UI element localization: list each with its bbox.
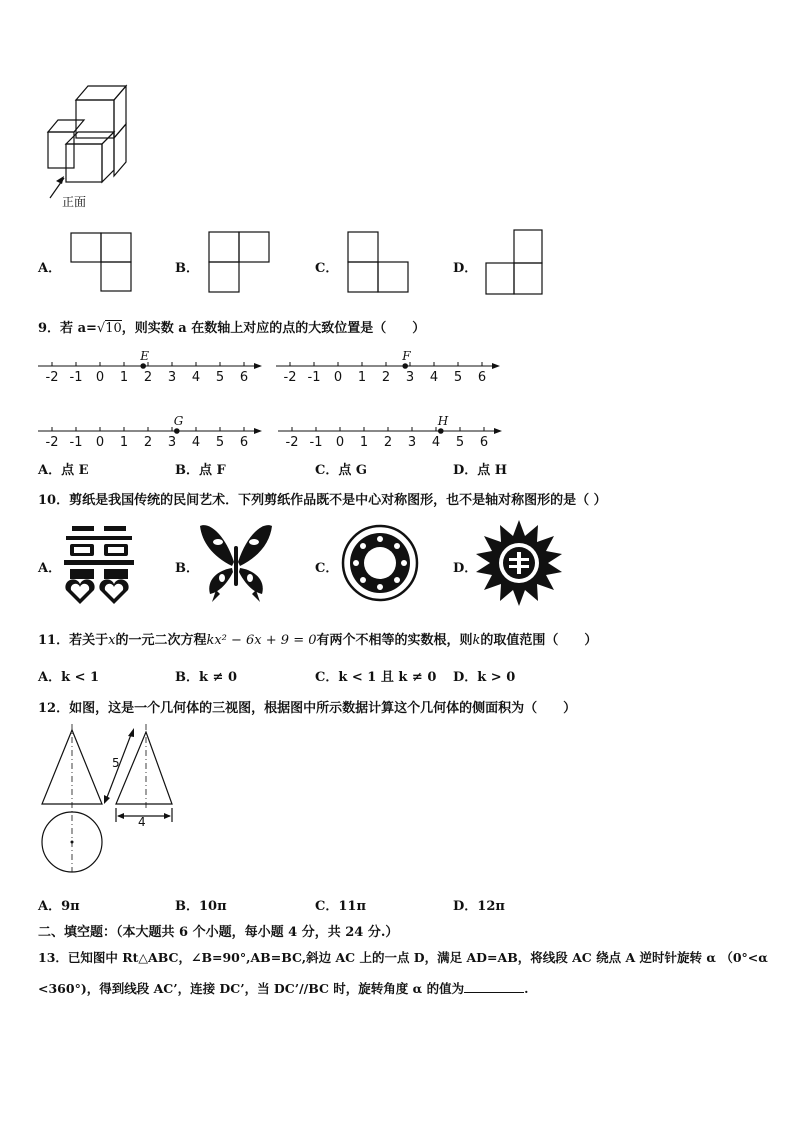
q12-option-a[interactable]: A．9π [38,899,80,914]
tick-label: 1 [119,370,129,385]
tick-label: 3 [407,435,417,450]
tick-label: 5 [453,370,463,385]
tick-label: 5 [215,370,225,385]
q9-option-d[interactable]: D．点 H [453,463,508,478]
round-flower-icon[interactable] [341,524,419,602]
tick-label: 2 [143,370,153,385]
axis-arrow [254,363,262,369]
sqrt-symbol: √ [96,321,106,336]
butterfly-icon[interactable] [198,522,274,604]
tick-label: 1 [357,370,367,385]
q12-option-c[interactable]: C．11π [315,899,366,914]
tick-label: 0 [335,435,345,450]
tick-label: 2 [143,435,153,450]
q10-question: 10．剪纸是我国传统的民间艺术．下列剪纸作品既不是中心对称图形，也不是轴对称图形的是（ ） [38,493,607,508]
q8-option-d-label: D． [453,261,478,276]
tick-label: 4 [429,370,439,385]
tick-label: 6 [477,370,487,385]
double-happiness-icon[interactable] [62,522,136,606]
q8-option-b-figure[interactable] [208,231,270,293]
tick-label: -2 [283,370,297,385]
point-label: F [402,349,411,363]
q13-line-1: 13．已知图中 Rt△ABC，∠B=90°,AB=BC,斜边 AC 上的一点 D，满足 AD=AB，将线段 AC 绕点 A 逆时针旋转 α （0°<α [38,950,768,965]
tick-label: 5 [455,435,465,450]
tick-label: 0 [333,370,343,385]
number-line-g[interactable] [36,409,266,449]
point-marker [174,428,180,434]
sunburst-pattern-icon[interactable] [476,520,562,606]
q10-option-d-label: D． [453,561,478,576]
base-width-label: 4 [138,815,146,829]
q11-question: 11．若关于x的一元二次方程kx² − 6x + 9 = 0有两个不相等的实数根，则k的取值范围（ ） [38,633,598,648]
tick-label: -1 [307,370,321,385]
number-line-h[interactable] [276,409,506,449]
tick-label: 6 [239,435,249,450]
axis-arrow [254,428,262,434]
q8-option-b-label: B． [175,261,199,276]
number-line-f[interactable] [274,344,504,384]
point-marker [438,428,444,434]
tick-label: -1 [69,370,83,385]
three-view-figure [36,722,186,878]
q8-option-c-figure[interactable] [347,231,409,293]
tick-label: 4 [191,370,201,385]
front-view-label: 正面 [62,195,87,209]
point-label: E [140,349,149,363]
q11-option-b[interactable]: B．k ≠ 0 [175,670,237,685]
tick-label: 5 [215,435,225,450]
q11-option-a[interactable]: A．k < 1 [38,670,100,685]
tick-label: 0 [95,370,105,385]
q12-question: 12．如图，这是一个几何体的三视图，根据图中所示数据计算这个几何体的侧面积为（ ） [38,701,577,716]
q12-option-b[interactable]: B．10π [175,899,227,914]
cube-stack-figure [40,80,140,190]
q11-option-c[interactable]: C．k < 1 且 k ≠ 0 [315,670,437,685]
q8-option-d-figure[interactable] [485,229,547,295]
number-line-e[interactable] [36,344,266,384]
tick-label: 6 [479,435,489,450]
tick-label: 1 [119,435,129,450]
tick-label: -2 [45,435,59,450]
section-title: 二、填空题：（本大题共 6 个小题，每小题 4 分，共 24 分.） [38,925,399,940]
q8-option-a-label: A． [38,261,62,276]
tick-label: 3 [167,370,177,385]
q9-option-a[interactable]: A．点 E [38,463,89,478]
point-label: H [437,414,449,428]
axis-arrow [492,363,500,369]
point-marker [140,363,146,369]
q13-line-2: <360°)，得到线段 AC’，连接 DC’，当 DC’//BC 时，旋转角度 α 的值为 . [38,981,529,996]
q10-option-c-label: C． [315,561,339,576]
tick-label: -1 [69,435,83,450]
q9-question: 9．若 a=√10，则实数 a 在数轴上对应的点的大致位置是（ ） [38,321,426,336]
answer-blank[interactable] [464,980,524,993]
slant-height-label: 5 [112,756,120,770]
q11-option-d[interactable]: D．k > 0 [453,670,516,685]
tick-label: 4 [431,435,441,450]
tick-label: 6 [239,370,249,385]
point-label: G [173,414,184,428]
q9-option-b[interactable]: B．点 F [175,463,226,478]
tick-label: -2 [285,435,299,450]
tick-label: 3 [405,370,415,385]
q8-option-c-label: C． [315,261,339,276]
q9-option-c[interactable]: C．点 G [315,463,367,478]
tick-label: -1 [309,435,323,450]
point-marker [402,363,408,369]
tick-label: 2 [383,435,393,450]
tick-label: 0 [95,435,105,450]
q12-option-d[interactable]: D．12π [453,899,505,914]
q8-option-a-figure[interactable] [70,232,132,292]
q10-option-b-label: B． [175,561,199,576]
tick-label: 4 [191,435,201,450]
tick-label: 2 [381,370,391,385]
tick-label: -2 [45,370,59,385]
q10-option-a-label: A． [38,561,62,576]
tick-label: 1 [359,435,369,450]
tick-label: 3 [167,435,177,450]
axis-arrow [494,428,502,434]
